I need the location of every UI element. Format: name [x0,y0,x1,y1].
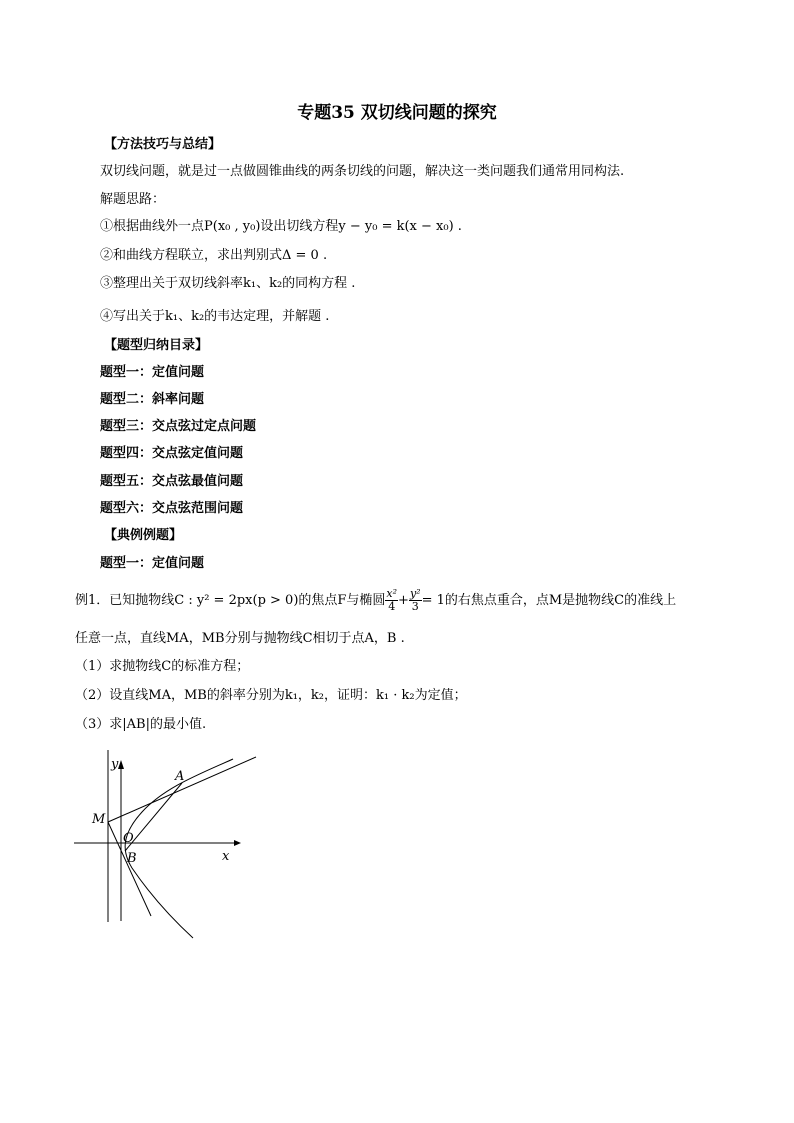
example-1-text-a: 例1．已知抛物线C : y² = 2px(p > 0)的焦点F与椭圆 [75,593,386,608]
catalog-header: 【题型归纳目录】 [104,338,209,353]
label-B: B [127,851,137,866]
approach-label: 解题思路： [100,192,166,207]
example-1-line-2: 任意一点，直线MA，MB分别与抛物线C相切于点A，B . [75,631,405,646]
method-header: 【方法技巧与总结】 [104,137,222,152]
intro-text: 双切线问题，就是过一点做圆锥曲线的两条切线的问题，解决这一类问题我们通常用同构法. [100,164,625,179]
step-2: ②和曲线方程联立，求出判别式Δ = 0 . [100,248,328,263]
question-2: （2）设直线MA，MB的斜率分别为k₁，k₂，证明：k₁ · k₂为定值； [75,688,467,703]
catalog-item-3: 题型三：交点弦过定点问题 [100,419,257,434]
fraction-x2-over-4: $\frac{\text{x²}}{4}$ [386,587,398,613]
step-1: ①根据曲线外一点P(x₀ , y₀)设出切线方程y − y₀ = k(x − x₀) . [100,219,462,234]
catalog-item-6: 题型六：交点弦范围问题 [100,501,244,516]
examples-header: 【典例例题】 [104,528,183,543]
question-3: （3）求|AB|的最小值. [75,717,207,732]
x-axis-arrow [234,840,241,846]
example-1-line-1: 例1．已知抛物线C : y² = 2px(p > 0)的焦点F与椭圆 $\frac{\text{x²}}{4}$ + $\frac{\text{y²}}{3}$ = 1的右焦点重合，点M是抛物线C的准线上 [75,587,677,613]
catalog-item-2: 题型二：斜率问题 [100,392,205,407]
label-y: y [111,757,119,772]
label-M: M [92,812,106,827]
label-O: O [123,831,134,846]
fraction-y2-over-3: $\frac{\text{y²}}{3}$ [409,587,421,613]
step-3: ③整理出关于双切线斜率k₁、k₂的同构方程 . [100,276,356,291]
label-x: x [222,849,230,864]
parabola-tangent-figure [70,742,280,942]
page-title: 专题35 双切线问题的探究 [297,103,497,123]
step-4: ④写出关于k₁、k₂的韦达定理，并解题 . [100,309,330,324]
tangent-line-MA [108,757,256,822]
catalog-item-1: 题型一：定值问题 [100,365,205,380]
section-title: 题型一：定值问题 [100,556,205,571]
question-1: （1）求抛物线C的标准方程； [75,659,250,674]
catalog-item-5: 题型五：交点弦最值问题 [100,474,244,489]
example-1-text-b: = 1的右焦点重合，点M是抛物线C的准线上 [421,593,677,608]
catalog-item-4: 题型四：交点弦定值问题 [100,446,244,461]
y-axis-arrow [118,760,124,769]
label-A: A [175,769,185,784]
